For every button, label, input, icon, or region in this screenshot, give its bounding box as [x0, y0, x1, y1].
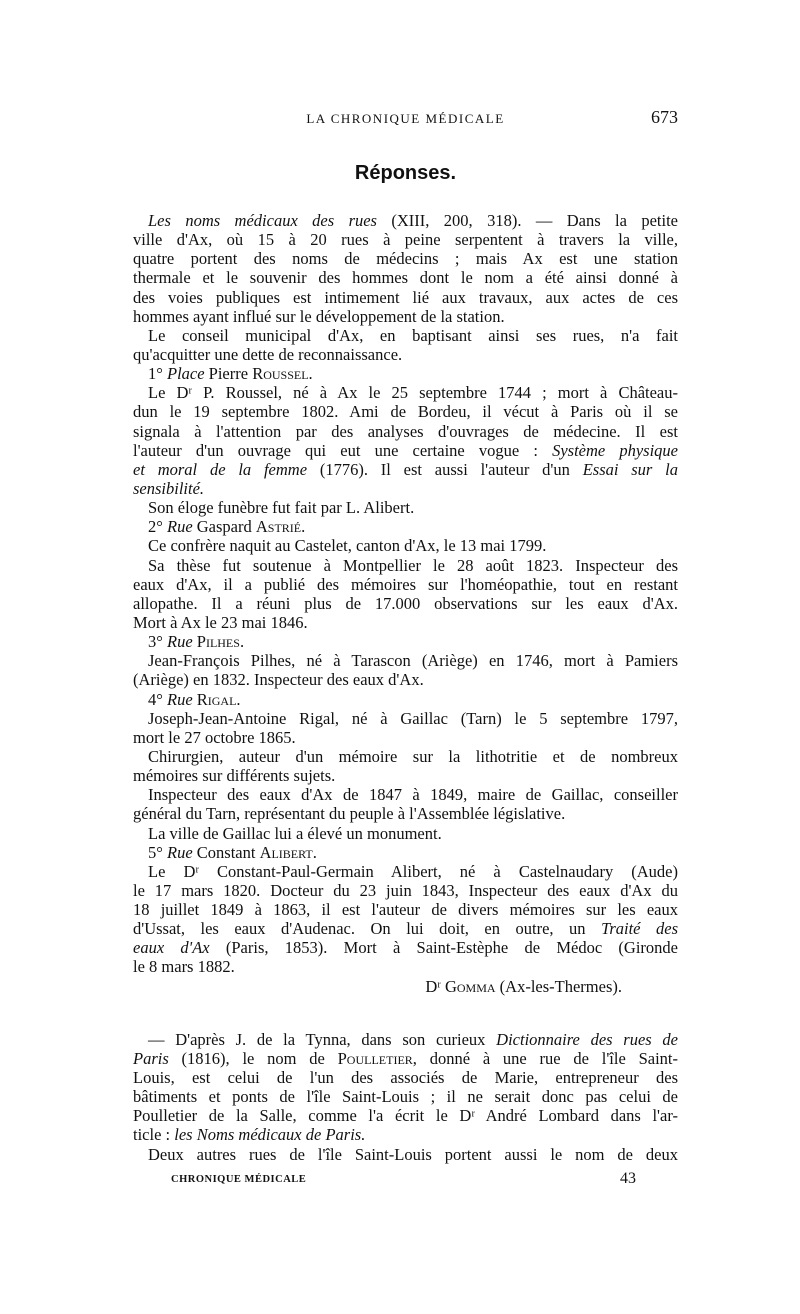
text-line: Louis, est celui de l'un des associés de Marie, entrepreneur des	[133, 1068, 678, 1088]
text-line: sensibilité.	[133, 478, 205, 498]
text-line: le 8 mars 1882.	[133, 957, 235, 977]
text-line: (Ariège) en 1832. Inspecteur des eaux d'Ax.	[133, 670, 424, 690]
text-line: eaux d'Ax (Paris, 1853). Mort à Saint-Estèphe de Médoc (Gironde	[133, 938, 678, 958]
text-line: allopathe. Il a réuni plus de 17.000 observations sur les eaux d'Ax.	[133, 593, 678, 613]
text-line: quatre portent des noms de médecins ; mais Ax est une station	[133, 249, 678, 269]
text-line: signala à l'attention par des analyses d'ouvrages de médecine. Il est	[133, 421, 678, 441]
text-line: Le Dʳ P. Roussel, né à Ax le 25 septembre 1744 ; mort à Château-	[148, 383, 678, 403]
text-line: thermale et le souvenir des hommes dont le nom a été ainsi donné à	[133, 268, 678, 288]
text-line: eaux d'Ax, il a publié des mémoires sur l'homéopathie, tout en restant	[133, 574, 678, 594]
text-line: Sa thèse fut soutenue à Montpellier le 28 août 1823. Inspecteur des	[148, 555, 678, 575]
text-line: général du Tarn, représentant du peuple à l'Assemblée législative.	[133, 804, 566, 824]
text-line: ticle : les Noms médicaux de Paris.	[133, 1125, 366, 1145]
signature-footer	[133, 1170, 678, 1194]
text-line: hommes ayant influé sur le développement de la station.	[133, 306, 505, 326]
text-line: Chirurgien, auteur d'un mémoire sur la lithotritie et de nombreux	[148, 746, 678, 766]
text-line: mort le 27 octobre 1865.	[133, 727, 296, 747]
text-line: Son éloge funèbre fut fait par L. Alibert.	[148, 498, 415, 518]
text-line: Deux autres rues de l'île Saint-Louis portent aussi le nom de deux	[148, 1144, 678, 1164]
text-line: bâtiments et ponts de l'île Saint-Louis ; il ne serait donc pas celui de	[133, 1087, 678, 1107]
text-line: 18 juillet 1849 à 1863, il est l'auteur de divers mémoires sur les eaux	[133, 900, 678, 920]
street-item-heading: 4° Rue Rigal.	[148, 689, 241, 709]
text-line: Joseph-Jean-Antoine Rigal, né à Gaillac (Tarn) le 5 septembre 1797,	[148, 708, 678, 728]
text-line: le 17 mars 1820. Docteur du 23 juin 1843, Inspecteur des eaux d'Ax du	[133, 880, 678, 900]
text-line: Mort à Ax le 23 mai 1846.	[133, 612, 308, 632]
text-line: — D'après J. de la Tynna, dans son curieux Dictionnaire des rues de	[148, 1029, 678, 1049]
text-line: Poulletier de la Salle, comme l'a écrit le Dʳ André Lombard dans l'ar-	[133, 1106, 678, 1126]
author-signature: Dʳ Gomma (Ax-les-Thermes).	[425, 976, 622, 996]
text-line: l'auteur d'un ouvrage qui eut une certaine vogue : Système physique	[133, 440, 679, 460]
running-header	[133, 104, 678, 132]
section-title: Réponses.	[354, 162, 457, 184]
text-line: Jean-François Pilhes, né à Tarascon (Ariège) en 1746, mort à Pamiers	[148, 651, 678, 671]
running-title: LA CHRONIQUE MÉDICALE	[306, 111, 505, 126]
signature-number: 43	[620, 1170, 636, 1187]
text-line: Ce confrère naquit au Castelet, canton d'Ax, le 13 mai 1799.	[148, 536, 547, 556]
text-line: La ville de Gaillac lui a élevé un monument.	[148, 823, 442, 843]
text-line: ville d'Ax, où 15 à 20 rues à peine serpentent à travers la ville,	[133, 230, 678, 250]
text-line: Paris (1816), le nom de Poulletier, donné à une rue de l'île Saint-	[133, 1048, 678, 1068]
text-line: Les noms médicaux des rues (XIII, 200, 318). — Dans la petite	[148, 211, 679, 230]
footer-journal-title: CHRONIQUE MÉDICALE	[171, 1174, 307, 1185]
text-line: mémoires sur différents sujets.	[133, 766, 336, 786]
street-item-heading: 3° Rue Pilhes.	[148, 632, 245, 652]
text-line: qu'acquitter une dette de reconnaissance.	[133, 344, 403, 364]
page-number: 673	[651, 107, 678, 127]
text-line: Inspecteur des eaux d'Ax de 1847 à 1849, maire de Gaillac, conseiller	[148, 785, 678, 805]
text-line: d'Ussat, les eaux d'Audenac. On lui doit, en outre, un Traité des	[133, 919, 678, 939]
text-line: Le Dʳ Constant-Paul-Germain Alibert, né à Castelnaudary (Aude)	[148, 861, 678, 881]
text-line: dun le 19 septembre 1802. Ami de Bordeu, il vécut à Paris où il se	[133, 402, 678, 422]
text-line: des voies publiques est intimement lié aux travaux, aux actes de ces	[133, 287, 678, 307]
street-item-heading: 5° Rue Constant Alibert.	[148, 842, 317, 862]
text-line: Le conseil municipal d'Ax, en baptisant ainsi ses rues, n'a fait	[148, 325, 678, 345]
street-item-heading: 2° Rue Gaspard Astrié.	[148, 517, 306, 537]
street-item-heading: 1° Place Pierre Roussel.	[148, 364, 313, 384]
text-line: et moral de la femme (1776). Il est aussi l'auteur d'un Essai sur la	[133, 459, 678, 479]
article-body	[133, 211, 678, 1164]
